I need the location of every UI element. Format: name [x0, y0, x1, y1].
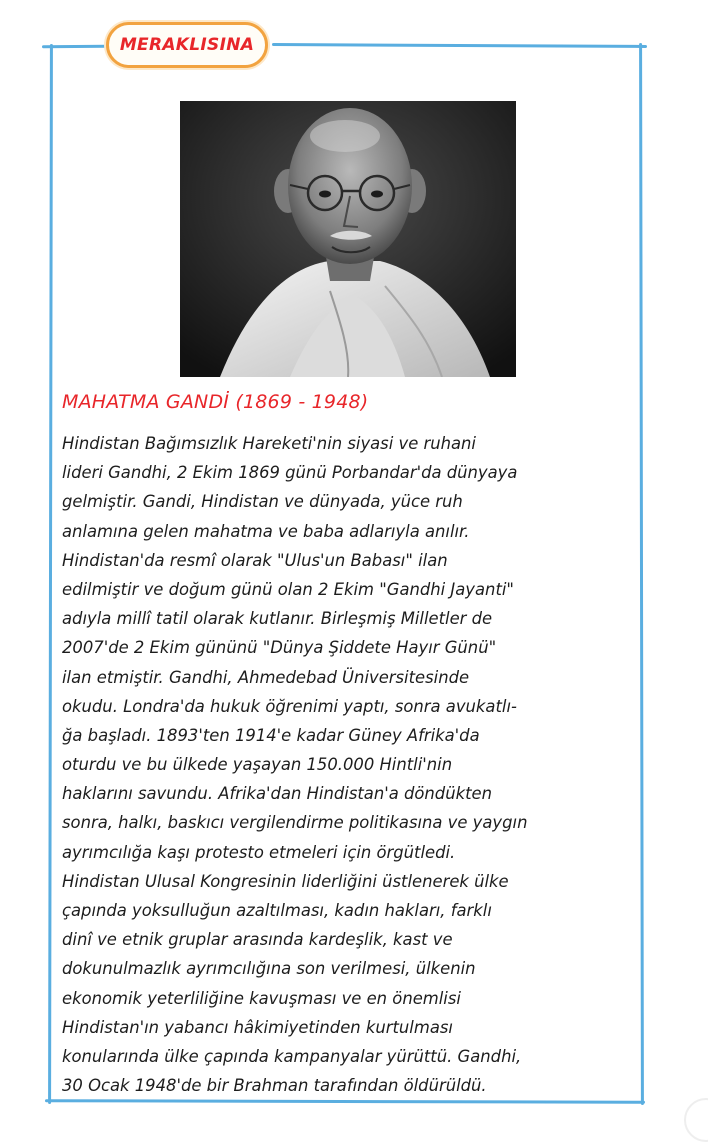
- body-line: Hindistan'ın yabancı hâkimiyetinden kurtulması: [62, 1017, 453, 1037]
- section-badge: [106, 22, 268, 68]
- body-line: dokunulmazlık ayrımcılığına son verilmesi, ülkenin: [62, 959, 476, 979]
- body-line: Hindistan Ulusal Kongresinin liderliğini üstlenerek ülke: [62, 871, 509, 891]
- frame-left-border: [48, 44, 53, 1104]
- body-line: sonra, halkı, baskıcı vergilendirme politikasına ve yaygın: [62, 813, 528, 833]
- portrait-illustration: [180, 101, 516, 377]
- body-line: Hindistan'da resmî olarak "Ulus'un Babası" ilan: [62, 550, 448, 570]
- body-line: çapında yoksulluğun azaltılması, kadın hakları, farklı: [62, 901, 492, 920]
- body-line: anlamına gelen mahatma ve baba adlarıyla anılır.: [62, 521, 470, 541]
- decorative-corner-mark: [684, 1098, 708, 1142]
- body-line: edilmiştir ve doğum günü olan 2 Ekim "Gandhi Jayanti": [62, 579, 514, 599]
- body-line: lideri Gandhi, 2 Ekim 1869 günü Porbandar'da dünyaya: [62, 463, 518, 483]
- article-title: MAHATMA GANDİ (1869 - 1948): [62, 391, 369, 413]
- body-line: okudu. Londra'da hukuk öğrenimi yaptı, sonra avukatlı-: [62, 696, 517, 716]
- body-line: dinî ve etnik gruplar arasında kardeşlik, kast ve: [62, 930, 453, 950]
- body-line: haklarını savundu. Afrika'dan Hindistan'a döndükten: [62, 784, 492, 804]
- frame-top-right-border: [272, 43, 647, 48]
- body-line: adıyla millî tatil olarak kutlanır. Birleşmiş Milletler de: [62, 609, 493, 629]
- body-line: ekonomik yeterliliğine kavuşması ve en önemlisi: [62, 988, 461, 1008]
- body-line: 30 Ocak 1948'de bir Brahman tarafından öldürüldü.: [62, 1076, 487, 1096]
- body-line: oturdu ve bu ülkede yaşayan 150.000 Hintli'nin: [62, 755, 453, 775]
- body-line: Hindistan Bağımsızlık Hareketi'nin siyasi ve ruhani: [62, 434, 476, 453]
- body-line: konularında ülke çapında kampanyalar yürüttü. Gandhi,: [62, 1046, 522, 1066]
- body-line: 2007'de 2 Ekim gününü "Dünya Şiddete Hayır Günü": [62, 638, 497, 658]
- body-line: ğa başladı. 1893'ten 1914'e kadar Güney Afrika'da: [62, 725, 480, 745]
- article-body: [62, 429, 642, 1100]
- section-badge-label: MERAKLISINA: [119, 35, 255, 55]
- body-line: ilan etmiştir. Gandhi, Ahmedebad Üniversitesinde: [62, 667, 470, 687]
- body-line: gelmiştir. Gandi, Hindistan ve dünyada, yüce ruh: [62, 492, 463, 512]
- body-line: ayrımcılığa kaşı protesto etmeleri için örgütledi.: [62, 842, 456, 862]
- gandhi-portrait-photo: [180, 101, 516, 377]
